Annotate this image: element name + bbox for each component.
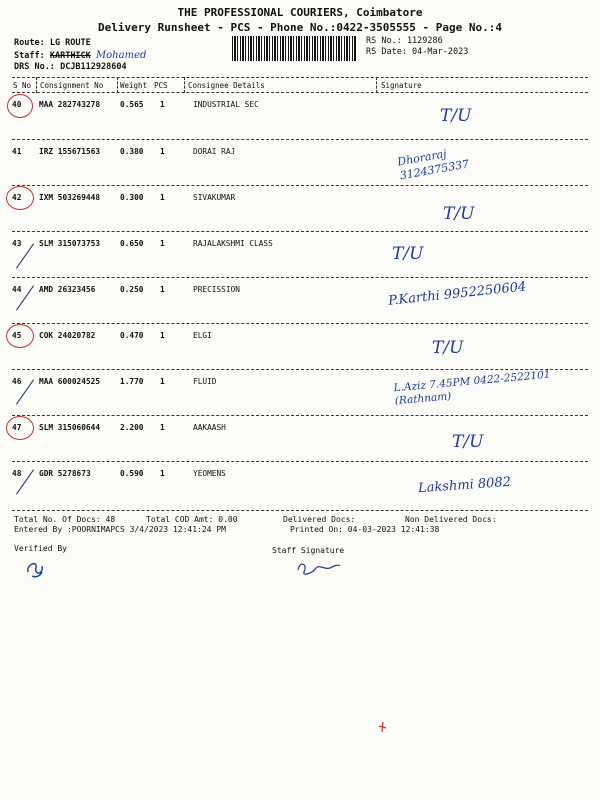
total-cod: Total COD Amt: 0.00	[146, 515, 238, 524]
company-title: THE PROFESSIONAL COURIERS, Coimbatore	[177, 6, 423, 19]
barcode	[232, 36, 357, 61]
col-header-signature: Signature	[381, 81, 422, 90]
row-weight: 0.380	[120, 147, 144, 156]
row-signature: T/U	[452, 432, 484, 452]
circle-mark	[6, 416, 34, 440]
non-delivered-docs: Non Delivered Docs:	[405, 515, 497, 524]
circle-mark	[6, 186, 34, 210]
row-consignee: ELGI	[193, 331, 212, 340]
staff-signature-scribble	[294, 556, 344, 580]
row-weight: 0.590	[120, 469, 144, 478]
row-signature: L.Aziz 7.45PM 0422-2522101 (Rathnam)	[393, 368, 551, 408]
row-pcs: 1	[160, 285, 165, 294]
table-row	[0, 370, 600, 416]
printed-on: Printed On: 04-03-2023 12:41:38	[290, 525, 440, 534]
row-sno: 48	[12, 469, 22, 478]
entered-by: Entered By :POORNIMAPCS 3/4/2023 12:41:24 PM	[14, 525, 226, 534]
circle-mark	[6, 324, 34, 348]
row-weight: 0.565	[120, 100, 144, 109]
drs-row	[14, 62, 127, 72]
table-row	[0, 94, 600, 140]
circle-mark	[7, 94, 33, 118]
row-sno: 43	[12, 239, 22, 248]
row-signature: T/U	[392, 244, 424, 264]
row-weight: 2.200	[120, 423, 144, 432]
col-divider	[36, 77, 37, 93]
staff-handwritten-name: Mohamed	[95, 50, 147, 61]
row-pcs: 1	[160, 239, 165, 248]
row-weight: 0.300	[120, 193, 144, 202]
row-sno: 41	[12, 147, 22, 156]
table-header-rule	[12, 92, 588, 93]
row-sno: 47	[12, 423, 22, 432]
rs-number: RS No.: 1129286	[366, 36, 443, 46]
row-consignment: MAA 282743278	[39, 100, 101, 109]
table-row	[0, 278, 600, 324]
rs-date: RS Date: 04-Mar-2023	[366, 47, 469, 57]
row-signature: P.Karthi 9952250604	[387, 279, 527, 309]
row-sno: 40	[12, 100, 22, 109]
row-weight: 0.470	[120, 331, 144, 340]
row-consignee: RAJALAKSHMI CLASS	[193, 239, 273, 248]
row-consignment: MAA 600024525	[39, 377, 101, 386]
col-header-sno: S No	[13, 81, 32, 90]
row-sno: 45	[12, 331, 22, 340]
staff-name-struck: KARTHICK	[49, 51, 91, 61]
row-consignee: YEOMENS	[193, 469, 226, 478]
col-header-pcs: PCS	[154, 81, 168, 90]
row-pcs: 1	[160, 100, 165, 109]
stray-pen-mark	[376, 720, 390, 734]
row-pcs: 1	[160, 469, 165, 478]
row-pcs: 1	[160, 147, 165, 156]
table-row	[0, 186, 600, 232]
row-signature: T/U	[443, 204, 475, 224]
row-consignee: DORAI RAJ	[193, 147, 236, 156]
row-consignee: SIVAKUMAR	[193, 193, 236, 202]
row-consignee: PRECISSION	[193, 285, 240, 294]
row-weight: 1.770	[120, 377, 144, 386]
table-row	[0, 416, 600, 462]
route-label: Route: LG ROUTE	[14, 38, 91, 48]
total-docs: Total No. Of Docs: 48	[14, 515, 116, 524]
col-header-consignee: Consignee Details	[188, 81, 265, 90]
row-pcs: 1	[160, 193, 165, 202]
drs-label: DRS No.:	[14, 62, 55, 72]
row-consignment: AMD 26323456	[39, 285, 96, 294]
row-consignee: INDUSTRIAL SEC	[193, 100, 259, 109]
col-header-weight: Weight	[120, 81, 148, 90]
verified-by-label: Verified By	[14, 544, 67, 553]
row-sno: 42	[12, 193, 22, 202]
table-row	[0, 232, 600, 278]
row-consignee: FLUID	[193, 377, 217, 386]
staff-row	[14, 50, 146, 61]
row-pcs: 1	[160, 377, 165, 386]
staff-signature-label: Staff Signature	[272, 546, 345, 555]
row-consignment: IRZ 155671563	[39, 147, 101, 156]
row-consignment: SLM 315073753	[39, 239, 101, 248]
row-signature: Lakshmi 8082	[417, 474, 512, 497]
table-row	[0, 140, 600, 186]
verifier-signature-scribble	[24, 558, 48, 580]
col-divider	[117, 77, 118, 93]
row-signature: T/U	[432, 338, 464, 358]
row-weight: 0.650	[120, 239, 144, 248]
row-sno: 44	[12, 285, 22, 294]
row-signature: T/U	[440, 106, 472, 126]
col-divider	[376, 77, 377, 93]
row-signature: Dhoraraj 3124375337	[396, 147, 471, 183]
table-row	[0, 324, 600, 370]
drs-number: DCJB112928604	[60, 62, 127, 72]
row-consignment: IXM 503269448	[39, 193, 101, 202]
table-top-rule	[12, 77, 588, 78]
row-pcs: 1	[160, 423, 165, 432]
row-consignment: COK 24020782	[39, 331, 96, 340]
row-sno: 46	[12, 377, 22, 386]
staff-label: Staff:	[14, 51, 45, 61]
table-bottom-rule	[12, 510, 588, 511]
table-row	[0, 462, 600, 510]
delivered-docs: Delivered Docs:	[283, 515, 356, 524]
row-consignee: AAKAASH	[193, 423, 226, 432]
runsheet-title: Delivery Runsheet - PCS - Phone No.:0422-3505555 - Page No.:4	[98, 21, 502, 34]
col-divider	[184, 77, 185, 93]
row-consignment: GDR 5278673	[39, 469, 91, 478]
row-pcs: 1	[160, 331, 165, 340]
col-header-consignment: Consignment No	[40, 81, 104, 90]
row-weight: 0.250	[120, 285, 144, 294]
row-consignment: SLM 315060644	[39, 423, 101, 432]
